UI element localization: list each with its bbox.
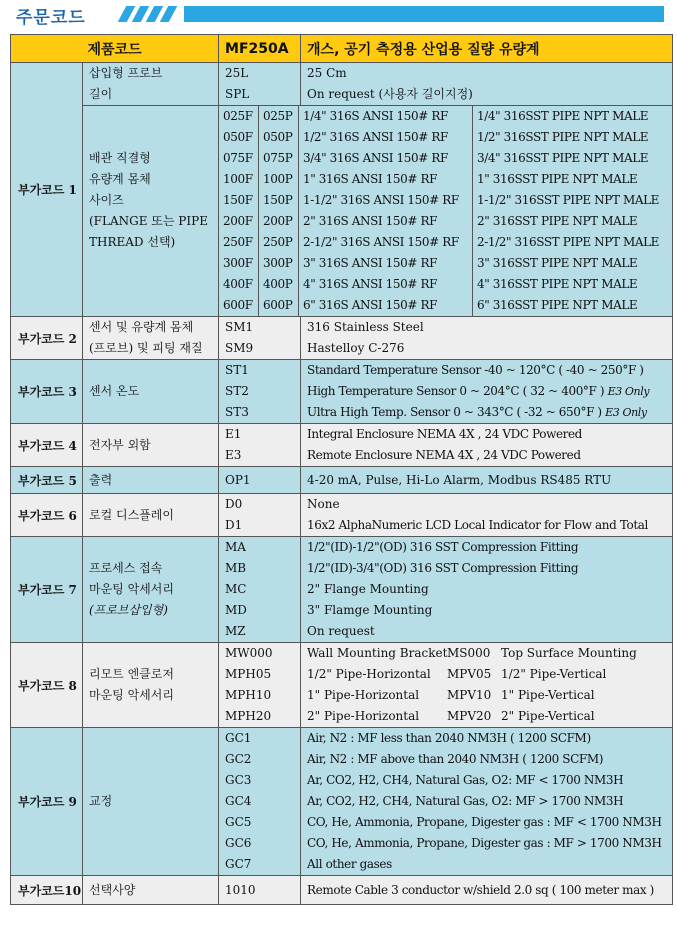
mounting-grid	[307, 643, 672, 727]
label-line: 유량계 몸체	[89, 172, 151, 186]
mounting-code: MS000	[447, 646, 491, 660]
label-line: 마운팅 악세서리	[89, 688, 174, 702]
code: E1	[225, 427, 242, 441]
mounting-desc: 2" Pipe-Vertical	[501, 709, 595, 723]
label-line: 삽입형 프로브	[89, 66, 163, 80]
code: GC7	[225, 857, 252, 871]
size-code-f: 150F	[219, 190, 259, 211]
label-line: (FLANGE 또는 PIPE	[89, 214, 208, 228]
desc: 2" Flange Mounting	[307, 582, 429, 596]
code: MA	[225, 540, 246, 554]
group-name: 부가코드 5	[11, 467, 83, 494]
code: MB	[225, 561, 247, 575]
desc: Ultra High Temp. Sensor 0 ~ 343°C ( -32 ~ 650°F )	[307, 405, 602, 419]
group-name: 부가코드10	[11, 876, 83, 905]
label-line: (프로브) 및 피팅 재질	[89, 341, 203, 355]
size-pipe: 2" 316SST PIPE NPT MALE	[477, 214, 638, 228]
group-label	[83, 643, 219, 728]
desc-cell	[301, 728, 673, 876]
size-code-p: 600P	[259, 295, 299, 316]
group-label	[83, 537, 219, 643]
code-cell	[219, 424, 301, 467]
size-code-f: 075F	[219, 148, 259, 169]
group-label	[83, 317, 219, 360]
mounting-code: MPV10	[447, 688, 492, 702]
size-flange: 2" 316S ANSI 150# RF	[299, 211, 473, 232]
desc: On request (사용자 길이지정)	[307, 87, 473, 101]
desc: 316 Stainless Steel	[307, 320, 424, 334]
size-code-f: 400F	[219, 274, 259, 295]
desc: Remote Enclosure NEMA 4X , 24 VDC Powered	[307, 448, 581, 462]
mounting-desc: 2" Pipe-Horizontal	[307, 709, 420, 723]
desc: 1/2"(ID)-1/2"(OD) 316 SST Compression Fitting	[307, 540, 579, 554]
size-grid	[219, 106, 672, 316]
desc: 25 Cm	[307, 66, 347, 80]
size-code-f: 200F	[219, 211, 259, 232]
code: ST2	[225, 384, 249, 398]
desc-cell	[301, 424, 673, 467]
size-code-p: 075P	[259, 148, 299, 169]
desc: None	[307, 497, 340, 511]
table-row	[11, 643, 673, 728]
group-name: 부가코드 6	[11, 494, 83, 537]
mounting-desc: Top Surface Mounting	[501, 646, 637, 660]
size-code-f: 100F	[219, 169, 259, 190]
code: MZ	[225, 624, 246, 638]
desc-cell	[301, 467, 673, 494]
size-code-p: 025P	[259, 106, 299, 127]
mounting-desc: 1" Pipe-Horizontal	[307, 688, 420, 702]
mounting-desc: 1/2" Pipe-Vertical	[501, 667, 607, 681]
label-line: (프로브삽입형)	[89, 603, 168, 617]
code: 1010	[225, 882, 256, 897]
size-pipe: 1/2" 316SST PIPE NPT MALE	[477, 130, 649, 144]
group-name: 부가코드 7	[11, 537, 83, 643]
table-row	[11, 317, 673, 360]
group-label: 교정	[83, 728, 219, 876]
group-label: 출력	[83, 467, 219, 494]
desc: Ar, CO2, H2, CH4, Natural Gas, O2: MF > 1700 NM3H	[307, 794, 624, 808]
group-name: 부가코드 2	[11, 317, 83, 360]
size-pipe: 1-1/2" 316SST PIPE NPT MALE	[477, 193, 660, 207]
size-flange: 1-1/2" 316S ANSI 150# RF	[299, 190, 473, 211]
size-pipe: 3/4" 316SST PIPE NPT MALE	[477, 151, 649, 165]
size-code-p: 400P	[259, 274, 299, 295]
size-flange: 1/2" 316S ANSI 150# RF	[299, 127, 473, 148]
desc: 16x2 AlphaNumeric LCD Local Indicator for Flow and Total	[307, 518, 648, 532]
header-bar	[184, 6, 664, 22]
desc: Hastelloy C-276	[307, 341, 405, 355]
size-pipe: 1" 316SST PIPE NPT MALE	[477, 172, 638, 186]
table-row	[11, 360, 673, 424]
mounting-desc: Wall Mounting Bracket	[307, 646, 448, 660]
size-flange: 1" 316S ANSI 150# RF	[299, 169, 473, 190]
code-cell	[219, 876, 301, 905]
spacer	[89, 106, 218, 148]
code: E3	[225, 448, 242, 462]
size-code-p: 300P	[259, 253, 299, 274]
size-flange: 4" 316S ANSI 150# RF	[299, 274, 473, 295]
size-pipe: 6" 316SST PIPE NPT MALE	[477, 298, 638, 312]
size-code-p: 200P	[259, 211, 299, 232]
code: GC5	[225, 815, 252, 829]
table-row	[11, 537, 673, 643]
desc: High Temperature Sensor 0 ~ 204°C ( 32 ~ 400°F )	[307, 384, 605, 398]
code: MPH20	[225, 709, 272, 723]
code-cell	[219, 360, 301, 424]
code: GC1	[225, 731, 252, 745]
size-pipe: 1/4" 316SST PIPE NPT MALE	[477, 109, 649, 123]
desc-cell	[301, 876, 673, 905]
code: MPH05	[225, 667, 272, 681]
table-row	[11, 728, 673, 876]
group-name: 부가코드 4	[11, 424, 83, 467]
table-row	[11, 494, 673, 537]
table-row	[11, 876, 673, 905]
code: GC3	[225, 773, 252, 787]
code: MD	[225, 603, 247, 617]
desc: All other gases	[307, 857, 392, 871]
code: ST1	[225, 363, 249, 377]
desc-cell	[301, 360, 673, 424]
group-label: 전자부 외함	[83, 424, 219, 467]
code: MC	[225, 582, 247, 596]
desc: CO, He, Ammonia, Propane, Digester gas : MF < 1700 NM3H	[307, 815, 662, 829]
size-code-f: 050F	[219, 127, 259, 148]
product-code-header: 제품코드	[11, 35, 219, 63]
header-stripe	[160, 6, 178, 22]
group-label: 로컬 디스플레이	[83, 494, 219, 537]
page-header	[0, 0, 677, 30]
code: D1	[225, 518, 243, 532]
size-flange: 3" 316S ANSI 150# RF	[299, 253, 473, 274]
label-line: 배관 직결형	[89, 151, 151, 165]
desc: Integral Enclosure NEMA 4X , 24 VDC Powered	[307, 427, 582, 441]
size-code-f: 600F	[219, 295, 259, 316]
code: MW000	[225, 646, 273, 660]
size-flange: 3/4" 316S ANSI 150# RF	[299, 148, 473, 169]
desc-cell	[301, 537, 673, 643]
size-pipe: 4" 316SST PIPE NPT MALE	[477, 277, 638, 291]
mounting-code: MPV05	[447, 667, 492, 681]
size-code-f: 025F	[219, 106, 259, 127]
group-label: 센서 온도	[83, 360, 219, 424]
desc: Ar, CO2, H2, CH4, Natural Gas, O2: MF < 1700 NM3H	[307, 773, 624, 787]
desc: Remote Cable 3 conductor w/shield 2.0 sq ( 100 meter max )	[307, 882, 654, 897]
desc: On request	[307, 624, 375, 638]
label-line: 프로세스 접속	[89, 561, 163, 575]
table-row	[11, 106, 673, 317]
size-code-f: 300F	[219, 253, 259, 274]
label-line: THREAD 선택)	[89, 235, 176, 249]
table-row	[11, 467, 673, 494]
code-cell	[219, 728, 301, 876]
table-header-row	[11, 35, 673, 63]
code: GC2	[225, 752, 252, 766]
size-flange: 6" 316S ANSI 150# RF	[299, 295, 473, 316]
size-code-p: 050P	[259, 127, 299, 148]
mounting-code: MPV20	[447, 709, 492, 723]
group-label: 선택사양	[83, 876, 219, 905]
code: 25L	[225, 66, 249, 80]
label-line: 마운팅 악세서리	[89, 582, 174, 596]
size-code-p: 150P	[259, 190, 299, 211]
desc: Air, N2 : MF less than 2040 NM3H ( 1200 SCFM)	[307, 731, 591, 745]
model-code-header: MF250A	[219, 35, 301, 63]
order-code-table	[10, 34, 673, 905]
desc: Air, N2 : MF above than 2040 NM3H ( 1200 SCFM)	[307, 752, 604, 766]
order-code-title: 주문코드	[16, 8, 86, 28]
group-label	[83, 106, 219, 317]
spacer	[89, 253, 218, 316]
desc: 3" Flamge Mounting	[307, 603, 433, 617]
size-code-f: 250F	[219, 232, 259, 253]
code: GC6	[225, 836, 252, 850]
label-line: 사이즈	[89, 193, 124, 207]
size-code-p: 100P	[259, 169, 299, 190]
code: GC4	[225, 794, 252, 808]
table-row	[11, 424, 673, 467]
note: E3 Only	[605, 406, 647, 419]
size-flange: 2-1/2" 316S ANSI 150# RF	[299, 232, 473, 253]
group-name: 부가코드 1	[11, 63, 83, 317]
desc: 4-20 mA, Pulse, Hi-Lo Alarm, Modbus RS485 RTU	[307, 472, 612, 487]
group-label	[83, 63, 219, 106]
code-cell	[219, 537, 301, 643]
desc-cell	[301, 317, 673, 360]
code-cell	[219, 467, 301, 494]
size-code-p: 250P	[259, 232, 299, 253]
mounting-desc: 1" Pipe-Vertical	[501, 688, 595, 702]
desc-cell	[301, 643, 673, 728]
desc-cell	[301, 63, 673, 106]
size-pipe: 3" 316SST PIPE NPT MALE	[477, 256, 638, 270]
code: ST3	[225, 405, 249, 419]
group-name: 부가코드 8	[11, 643, 83, 728]
code: SPL	[225, 87, 250, 101]
desc: 1/2"(ID)-3/4"(OD) 316 SST Compression Fitting	[307, 561, 579, 575]
table-row	[11, 63, 673, 106]
label-line: 리모트 엔클로저	[89, 667, 174, 681]
group-name: 부가코드 3	[11, 360, 83, 424]
code: D0	[225, 497, 243, 511]
code-cell	[219, 643, 301, 728]
size-pipe: 2-1/2" 316SST PIPE NPT MALE	[477, 235, 660, 249]
group-name: 부가코드 9	[11, 728, 83, 876]
code: OP1	[225, 472, 251, 487]
code-cell	[219, 494, 301, 537]
code-cell	[219, 317, 301, 360]
code: MPH10	[225, 688, 272, 702]
mounting-desc: 1/2" Pipe-Horizontal	[307, 667, 431, 681]
note: E3 Only	[607, 385, 650, 398]
label-line: 길이	[89, 87, 113, 101]
size-cell	[219, 106, 673, 317]
desc: CO, He, Ammonia, Propane, Digester gas : MF > 1700 NM3H	[307, 836, 662, 850]
size-flange: 1/4" 316S ANSI 150# RF	[299, 106, 473, 127]
code: SM9	[225, 341, 254, 355]
desc: Standard Temperature Sensor -40 ~ 120°C ( -40 ~ 250°F )	[307, 363, 644, 377]
code: SM1	[225, 320, 254, 334]
product-description-header: 개스, 공기 측정용 산업용 질량 유량계	[301, 35, 673, 63]
code-cell	[219, 63, 301, 106]
label-line: 센서 및 유량계 몸체	[89, 320, 194, 334]
desc-cell	[301, 494, 673, 537]
